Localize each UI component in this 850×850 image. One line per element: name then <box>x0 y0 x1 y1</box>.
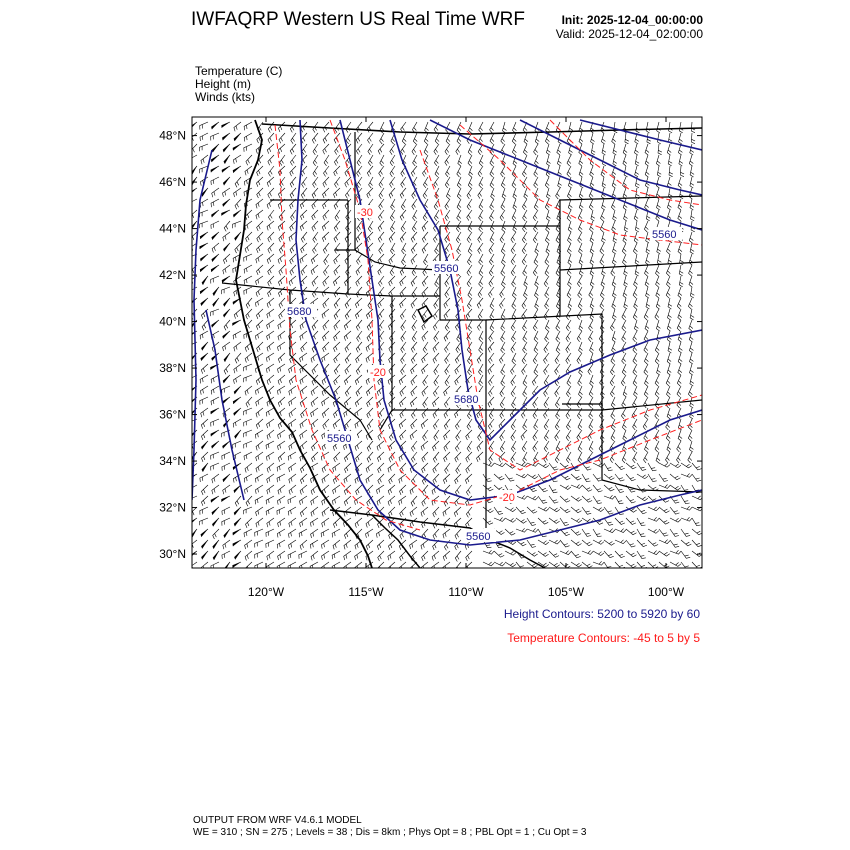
lon-tick-label: 100°W <box>647 585 685 599</box>
height-label-az: 5560 <box>327 433 352 445</box>
temp-label-nv: -20 <box>370 367 386 379</box>
lat-tick-label: 48°N <box>159 128 186 143</box>
model-footer <box>193 815 586 839</box>
lat-tick-label: 44°N <box>159 221 186 236</box>
variable-winds: Winds (kts) <box>195 90 255 104</box>
lon-tick-label: 110°W <box>448 585 484 599</box>
lat-tick-label: 40°N <box>159 314 186 329</box>
plot-title: IWFAQRP Western US Real Time WRF <box>191 9 525 30</box>
lat-tick-label: 36°N <box>159 407 186 422</box>
variable-temperature: Temperature (C) <box>195 64 283 78</box>
lat-tick-label: 30°N <box>159 547 186 562</box>
variable-height: Height (m) <box>195 77 252 91</box>
lat-tick-label: 32°N <box>159 500 186 515</box>
temp-label-id: -30 <box>357 207 373 219</box>
lat-tick-label: 46°N <box>159 175 186 190</box>
height-label-mx: 5560 <box>466 531 491 543</box>
footer-params: WE = 310 ; SN = 275 ; Levels = 38 ; Dis = 8km ; Phys Opt = 8 ; PBL Opt = 1 ; Cu Opt = 3 <box>193 827 587 838</box>
init-time: Init: 2025-12-04_00:00:00 <box>561 13 703 27</box>
height-legend: Height Contours: 5200 to 5920 by 60 <box>503 607 700 621</box>
temperature-legend: Temperature Contours: -45 to 5 by 5 <box>507 631 700 645</box>
height-label-ne: 5560 <box>652 229 677 241</box>
lat-tick-label: 34°N <box>159 454 186 469</box>
temp-label-nm: -20 <box>499 492 515 504</box>
lat-tick-label: 42°N <box>159 268 186 283</box>
lon-tick-label: 120°W <box>247 585 285 599</box>
height-label-wy: 5560 <box>434 263 459 275</box>
lon-tick-label: 105°W <box>547 585 585 599</box>
lon-tick-label: 115°W <box>348 585 384 599</box>
valid-time: Valid: 2025-12-04_02:00:00 <box>555 27 703 41</box>
height-label-nv: 5680 <box>287 306 312 318</box>
footer-model: OUTPUT FROM WRF V4.6.1 MODEL <box>193 815 362 826</box>
height-label-co: 5680 <box>454 394 479 406</box>
lat-tick-label: 38°N <box>159 361 186 376</box>
